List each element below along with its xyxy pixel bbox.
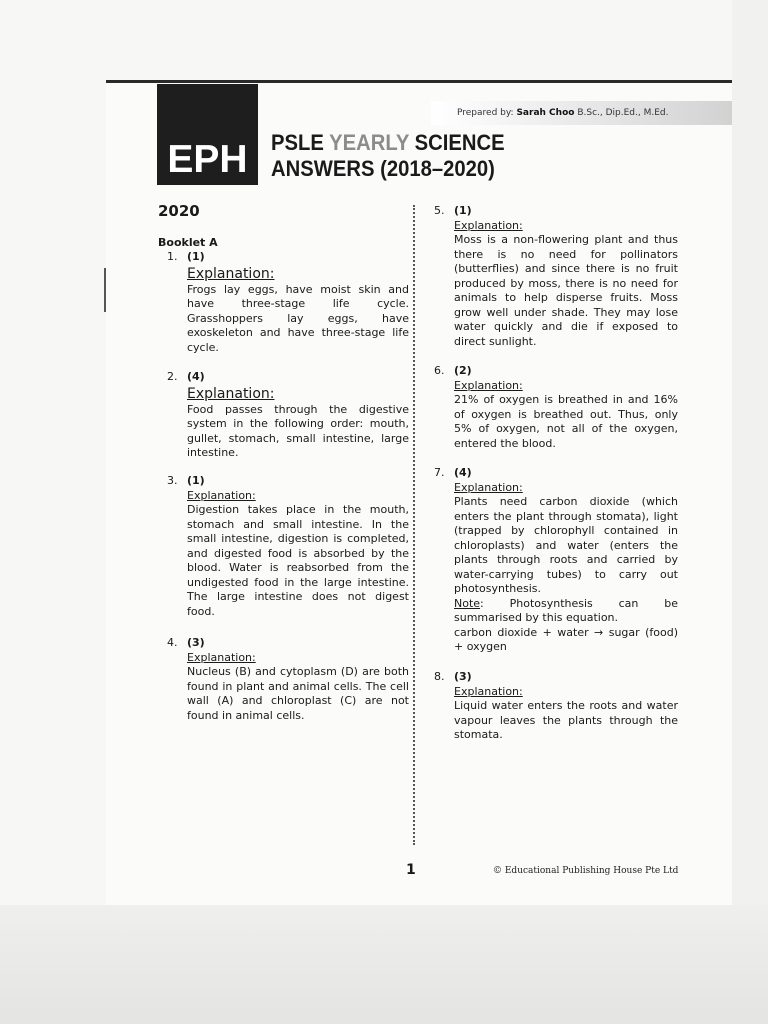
logo-text: EPH <box>167 138 248 181</box>
title-science: SCIENCE <box>414 130 505 155</box>
page-number: 1 <box>406 862 416 878</box>
prepared-credentials: B.Sc., Dip.Ed., M.Ed. <box>577 108 669 118</box>
title-yearly: YEARLY <box>329 130 410 155</box>
explanation-text: 21% of oxygen is breathed in and 16% of oxygen is breathed out. Thus, only 5% of oxygen, not all of the oxygen, entered the blood. <box>454 393 678 450</box>
question-number: 2. <box>167 370 178 383</box>
copyright-notice: © Educational Publishing House Pte Ltd <box>493 866 679 876</box>
note-text: : Photosynthesis can be summarised by this equation. <box>454 596 678 624</box>
section-year: 2020 <box>158 202 200 220</box>
explanation-label: Explanation: <box>187 650 256 664</box>
explanation-label: Explanation: <box>454 480 523 494</box>
question-number: 1. <box>167 250 178 263</box>
question-number: 4. <box>167 636 178 649</box>
explanation-text: Liquid water enters the roots and water vapour leaves the plants through the stomata. <box>454 699 678 741</box>
question-5 <box>434 204 678 349</box>
note-label: Note <box>454 596 481 610</box>
explanation-text: Digestion takes place in the mouth, stomach and small intestine. In the small intestine, digestion is completed, and digested food is absorbed by the blood. Water is reabsorbed from the undigested food in the large intestine. The large intestine does not digest food. <box>187 503 409 618</box>
question-answer: (2) <box>454 364 472 377</box>
explanation-text: Food passes through the digestive system in the following order: mouth, gullet, stomach, small intestine, large intestine. <box>187 402 409 459</box>
question-answer: (1) <box>454 204 472 217</box>
explanation-text: Frogs lay eggs, have moist skin and have three-stage life cycle. Grasshoppers lay eggs, have exoskeleton and have three-stage life cycle. <box>187 282 409 354</box>
explanation-label: Explanation: <box>187 265 275 282</box>
question-number: 6. <box>434 364 445 377</box>
booklet-heading: Booklet A <box>158 236 218 249</box>
question-answer: (1) <box>187 250 205 263</box>
question-answer: (4) <box>187 370 205 383</box>
explanation-label: Explanation: <box>187 385 275 402</box>
question-6 <box>434 364 678 451</box>
scan-shadow-bottom <box>0 905 768 1024</box>
explanation-label: Explanation: <box>187 488 256 502</box>
explanation-text: Nucleus (B) and cytoplasm (D) are both found in plant and animal cells. The cell wall (A) and chloroplast (C) are not found in animal cells. <box>187 665 409 722</box>
explanation-text: Moss is a non-flowering plant and thus there is no need for pollinators (butterflies) and since there is no fruit produced by moss, there is no need for animals to help disperse fruits. Moss grow well under shade. They may lose water quickly and die if exposed to direct sunlight. <box>454 233 678 348</box>
margin-mark <box>104 268 106 312</box>
question-3 <box>167 474 409 619</box>
explanation-label: Explanation: <box>454 684 523 698</box>
scan-shadow-right <box>732 0 768 1024</box>
column-divider <box>413 205 415 845</box>
question-answer: (1) <box>187 474 205 487</box>
question-number: 3. <box>167 474 178 487</box>
title-answers: ANSWERS (2018–2020) <box>271 156 495 181</box>
prepared-label: Prepared by: <box>457 108 514 118</box>
question-answer: (4) <box>454 466 472 479</box>
explanation-label: Explanation: <box>454 218 523 232</box>
question-number: 5. <box>434 204 445 217</box>
page-title <box>271 130 639 182</box>
question-8 <box>434 670 678 743</box>
question-answer: (3) <box>187 636 205 649</box>
note-line <box>454 597 678 626</box>
top-rule <box>106 80 732 83</box>
title-psle: PSLE <box>271 130 324 155</box>
prepared-name: Sarah Choo <box>516 108 575 118</box>
question-2 <box>167 370 409 461</box>
prepared-by-bar <box>431 101 732 125</box>
question-7 <box>434 466 678 655</box>
question-1 <box>167 250 409 355</box>
eph-logo <box>157 84 258 185</box>
question-answer: (3) <box>454 670 472 683</box>
photosynthesis-equation: carbon dioxide + water → sugar (food) + oxygen <box>454 625 678 653</box>
explanation-label: Explanation: <box>454 378 523 392</box>
explanation-text: Plants need carbon dioxide (which enters the plant through stomata), light (trapped by chlorophyll contained in chloroplasts) and water (enters the plants through roots and carried by water-carrying tubes) to carry out photosynthesis. <box>454 495 678 595</box>
question-4 <box>167 636 409 723</box>
question-number: 7. <box>434 466 445 479</box>
question-number: 8. <box>434 670 445 683</box>
